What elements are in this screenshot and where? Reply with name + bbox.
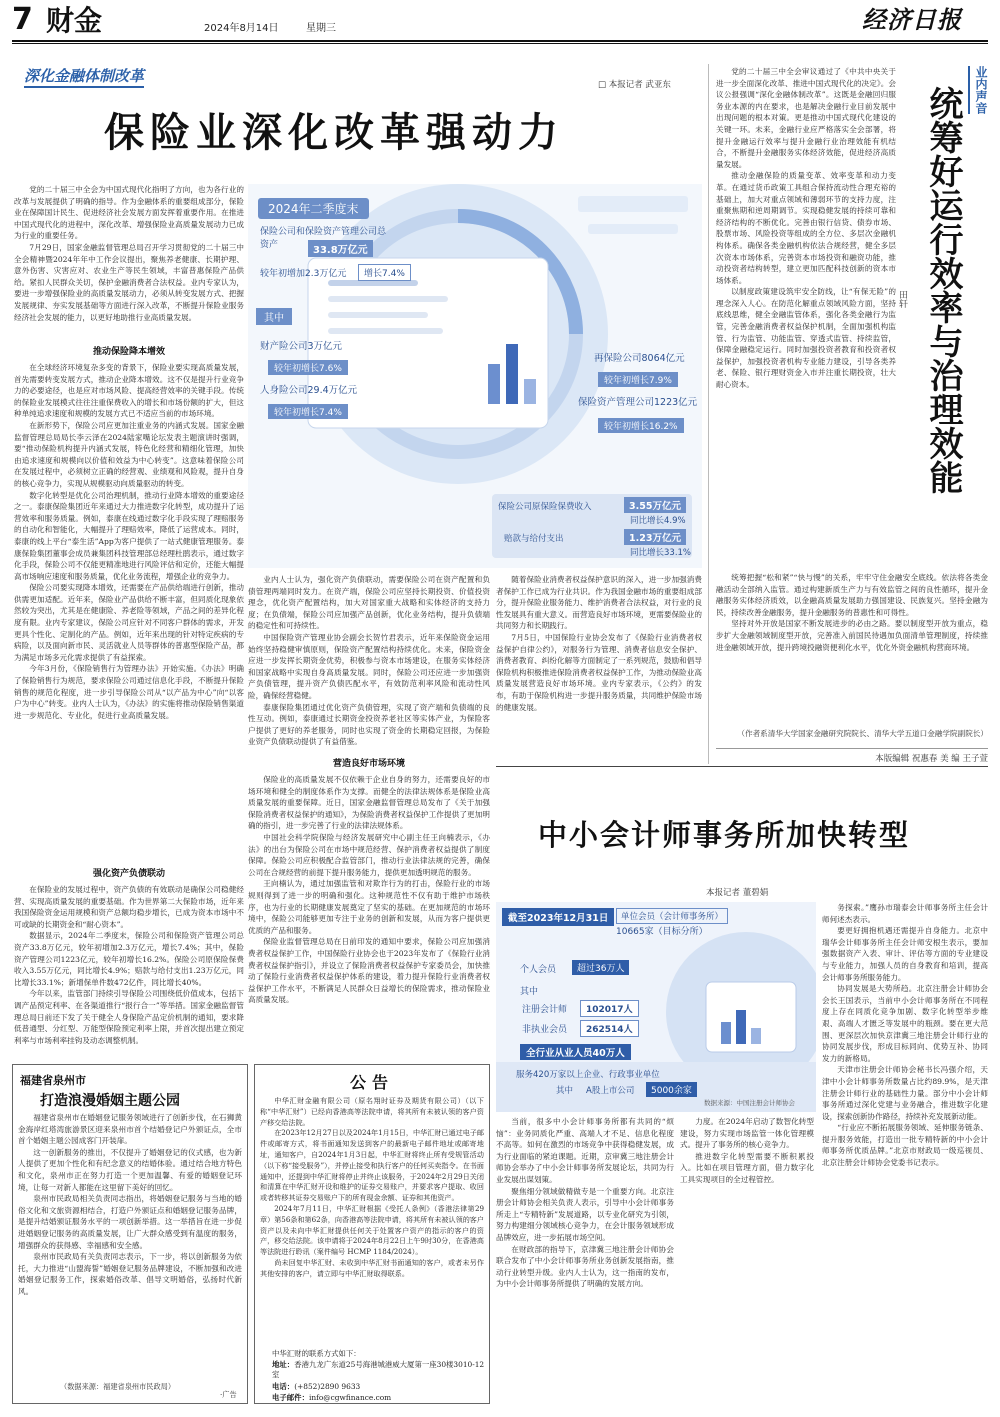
lead-subhead-1: 推动保险降本增效	[92, 347, 165, 357]
total-assets-label: 保险公司和保险资产管理公司总资产	[260, 227, 387, 250]
ad-source: （数据来源：福建省泉州市民政局）	[60, 1382, 176, 1391]
lead-col1-tail: 在保险业的发展过程中，资产负债的有效联动是确保公司稳健经营、实现高质量发展的重要基础。作为世界第二大保险市场，近年来我国保险资金运用规模和资产总额均稳步增长，已成为资本市场中不可或缺的长期资金和“耐心资本”。 数据显示，2024年二季度末，保险公司和保险资产管理公司总资产33.8万亿元，较年初增加2.3万亿元，增长7.4%；其中，保险资产管理公司1223亿元，较年初增长16.2%。保险公司原保险保费收入3.55万亿元，同比增长4.9%；赔款与给付支出1.23万亿元，同比增长33.1%；新增保单件数472亿件，同比增长40%。 今年以来，监管部门持续引导保险公司围绕低价值成本，包括下调产品预定利率、在各渠道推行“报行合一”等举措。国家金融监督管理总局日前还下发了关于健全人身保险产品定价机制的通知，要求降低普通型、分红型、万能型保险预定利率上限，并首次提出建立预定利率与市场利率挂钩及动态调整机制。	[14, 885, 244, 1045]
lead-col1-body: 在全球经济环境复杂多变的背景下，保险业要实现高质量发展，首先需要转变发展方式，推动企业降本增效。这不仅是提升行业竞争力的必要途径，也是应对市场风险、提高经营效率的关键手段。传统的保险业发展模式往往注重保费收入的增长和市场份额的扩大，但这种单纯追求速度和规模的发展方式已不适应当前的市场环境。 在新形势下，保险公司应更加注重业务的内涵式发展。国家金融监督管理总局局长李云泽在2024陆家嘴论坛发表主题演讲时强调，要“推动保险机构提升内涵式发展，特色化经营和精细化管理，加快由追求速度和规模向以价值和效益为中心转变”。这意味着保险公司在发展过程中，必须树立正确的经营观、业绩观和风险观，提升自身的核心竞争力，实现从规模驱动向质量驱动的转变。 数字化转型是优化公司治理机制，推动行业降本增效的重要途径之一。泰康保险集团近年来通过大力推进数字化转型，成功提升了运营效率和服务质量。例如，泰康在线通过数字化手段实现了理赔服务的自动化和智能化，大幅提升了理赔效率，降低了运营成本。同时，泰康的线上平台“泰生活”App为客户提供了一站式健康管理服务。泰康保险集团董事会成员兼集团科技管理部总经理杜鹃表示，通过数字化手段，保险公司不仅能更精准地进行风险评估和定价，还能大幅提高市场响应速度和服务质量，优化业务流程，增强企业的竞争力。 保险公司要实现降本增效，还需要在产品供给端进行创新，推动供需更加适配。近年来，保险业产品供给不断丰富，但同质化现象依然较为突出，尤其是在健康险、养老险等领域，产品之间的差异化程度有限。业内专家建议，保险公司应针对不同客户群体的需求，开发更具个性化、定制化的产品。例如，近年来出现的针对特定疾病的专病险，以及面向新市民、灵活就业人员等群体的普惠型保险产品，都为满足市场多元化需求提供了有益探索。 今年3月份，《保险销售行为管理办法》开始实施。《办法》明确了保险销售行为规范，要求保险公司通过信息化手段，不断提升保险销售的规范化程度，进一步引导保险公司从“以产品为中心”向“以客户为中心”转变。业内人士认为，《办法》的实施将推动保险销售渠道进一步规范化、专业化，促进行业高质量发展。	[14, 363, 244, 720]
total-assets-value: 33.8万亿元	[308, 240, 373, 257]
service-label: 服务420万家以上企业、行政事业单位	[516, 1070, 660, 1080]
column-body-top: 党的二十届三中全会审议通过了《中共中央关于进一步全面深化改革、推进中国式现代化的决定》。会议公报强调“深化金融体制改革”。这既是金融回归服务业本源的内在要求，也是解决金融行业目前发展中出现问题的根本对策。更是推动中国式现代化建设的关键一环。未来，金融行业应严格落实全会部署，将提升金融运行效率与提升金融行业治理效能有机结合，不断提升金融服务实体经济效能，促进经济高质量发展。 推动金融保险的质量变革、效率变革和动力变革。在通过货币政策工具组合保持流动性合理充裕的基础上，加大对重点领域和薄弱环节的支持力度，注重聚焦期和逆周期调节。实现稳健发展的持续可靠和经济结构的不断优化。完善由银行信贷、债券市场、股票市场、风险投资等组成的全方位、多层次金融机构体系。确保各类金融机构依法合规经营，健全多层次资本市场体系，完善资本市场投资和融资功能，推动投资者结构转型，建立更加匹配科技创新的资本市场体系。 以制度政策建设筑牢安全防线，让“有保无险”的理念深入人心。在防范化解重点领域风险方面，坚持底线思维，健全金融监管体系，强化各类金融行为监管，完善金融消费者权益保护机制，全面加强机构监管、行为监管、功能监管、穿透式监管、持续监管，保障金融稳定运行。同时加强投资者教育和投资者权益保护，加强投资者机构专业能力建设，引导各类养老、保险、银行理财资金入市并注重长期投资，壮大耐心资本。	[716, 67, 896, 390]
email-value[interactable]: info@cgwfinance.com	[308, 1393, 392, 1402]
notice-phone	[272, 1381, 360, 1392]
address-value: 香港九龙广东道25号海港城港威大厦第一座30楼3010-12室	[272, 1360, 485, 1379]
lead-col3-body: 随着保险业消费者权益保护意识的深入，进一步加强消费者保护工作已成为行业共识。作为我国金融市场的重要组成部分，提升保险业服务能力、维护消费者合法权益，对行业的良性发展具有重大意义。而营造良好市场环境，更需要保险业的共同努力和长期践行。 7月5日，中国保险行业协会发布了《保险行业消费者权益保护自律公约》，对服务行为管理、消费者信息安全保护、消费者教育、纠纷化解等方面制定了一系列规范，鼓励和倡导保险机构积极推进保险消费者权益保护工作，为推动保险业高质量发展营造良好市场环境。业内专家表示，《公约》的发布，有助于保险机构进一步提升服务质量，共同维护保险市场的健康发展。	[496, 575, 702, 712]
address-label: 地址：	[272, 1360, 295, 1369]
masthead-rule-thin	[12, 43, 988, 44]
service-sub: 其中	[556, 1086, 574, 1096]
phone-value: (+852)2890 9633	[294, 1382, 361, 1391]
life-growth: 较年初增长7.4%	[268, 404, 348, 419]
quarter-badge: 2024年二季度末	[258, 198, 369, 219]
column-title: 统筹好运行效率与治理效能	[923, 86, 963, 494]
cpa-label: 注册会计师	[522, 1005, 568, 1015]
premium-growth: 同比增长4.9%	[630, 516, 686, 526]
property-growth: 较年初增长7.6%	[268, 360, 348, 375]
column-author: 田轩	[897, 290, 907, 308]
property-label: 财产险公司3万亿元	[260, 341, 343, 352]
column-tag: 深化金融体制改革	[24, 66, 144, 88]
reins-growth: 较年初增长7.9%	[598, 372, 678, 387]
claims-label: 赔款与给付支出	[504, 534, 564, 544]
reins-label: 再保险公司8064亿元	[594, 353, 685, 364]
page-number: 7	[12, 2, 33, 37]
premium-label: 保险公司原保险保费收入	[498, 502, 592, 512]
cpa-infographic	[496, 902, 816, 1112]
growth-amount: 较年初增加2.3万亿元	[260, 269, 347, 279]
page-editors: 本版编辑 祝惠春 美 编 王子萱	[875, 754, 988, 764]
column-body-bottom: 统筹把握“松和紧”“快与慢”的关系，牢牢守住金融安全底线。依法将各类金融活动全部纳入监管。通过构建新质生产力与有效监管之间的良性循环，提升金融服务实体经济质效，以金融高质量发展助力强国建设、民族复兴。坚持金融为民，持续改善金融服务，提升金融服务的普惠性和可得性。 坚持对外开放是国家不断发展进步的必由之路。要以制度型开放为重点，稳步扩大金融领域制度型开放，完善准入前国民待遇加负面清单管理制度，持续推进金融领域开放，提升跨境投融资便利化水平，优化外资金融机构营商环境。	[716, 573, 988, 652]
ipo-value: 5000余家	[646, 1082, 697, 1097]
lead-subhead-2: 强化资产负债联动	[92, 869, 165, 879]
lead-col2-body: 业内人士认为，强化资产负债联动，需要保险公司在资产配置和负债管理两端同时发力。在资产端，保险公司应坚持长期投资、价值投资理念，优化资产配置结构，加大对国家重大战略和实体经济的支持力度；在负债端，保险公司应加强产品创新，优化业务结构，提升负债端的稳定性和可持续性。 中国保险资产管理业协会副会长贺竹君表示，近年来保险资金运用始终坚持稳健审慎原则，保险资产配置结构持续优化。未来，保险资金应进一步发挥长期资金优势，积极参与资本市场建设，在服务实体经济和国家战略中实现自身高质量发展。同时，保险公司还应进一步加强资产负债管理，提升资产负债匹配水平，有效防范利率风险和流动性风险，确保经营稳健。 泰康保险集团通过优化资产负债管理，实现了资产端和负债端的良性互动。例如，泰康通过长期资金投资养老社区等实体产业，为保险客户提供了更好的养老服务，同时也实现了资金的长期稳定回报，为保险业资产负债联动提供了有益借鉴。	[248, 575, 490, 747]
section-name: 财金	[46, 4, 103, 37]
staff-label: 全行业从业人员40万人	[520, 1044, 631, 1060]
cpa-among: 其中	[520, 987, 539, 997]
ad-place: 福建省泉州市	[20, 1074, 86, 1087]
noncpa-value: 262514人	[580, 1020, 639, 1037]
second-col-c: 务探索。”鹰孙市瑞泰会计师事务所主任会计师何述杰表示。 要更好拥抱机遇还需提升自身能力。北京中瑞华会计师事务所主任会计师安根生表示，要加强数据资产入表、审计、评估等方面的专业建设与专业能力，加强人员的自身教育和培训，提高会计师事务所服务能力。 协同发展是大势所趋。北京注册会计师协会会长王国表示，当前中小会计师事务所在不同程度上存在同质化竞争加剧、数字化转型举步维艰、高端人才匮乏等发展中的瓶颈。要在更大范围、更深层次加快京津冀三地注册会计师行业的协同发展步伐，形成目标同向、优势互补、协同发力的新格局。 天津市注册会计师协会秘书长冯强介绍，天津中小会计师事务所数量占比约89.9%，是天津注册会计师行业的基础性力量。部分中小会计师事务所通过深化党建与业务融合，推进数字化建设，探索创新协作路径，持续补充发展新动能。 “行业应不断拓展服务领域、延伸服务链条、提升服务效能，打造出一批专精特新的中小会计师事务所优质品牌。”北京市财政局一级巡视员、北京注册会计师协会党委书记表示。	[822, 903, 988, 1168]
premium-value: 3.55万亿元	[624, 497, 686, 513]
notice-body: 中华汇财金融有限公司（原名翔时证券及期货有限公司）（以下称“中华汇财”）已经向香港高等法院申请，将其所有未被认领的客户资产移交给法院。 在2023年12月27日以及2024年1月15日，中华汇财已通过电子邮件或邮寄方式，将书面通知发送到客户的最新电子邮件地址或邮寄地址，通知客户，自2024年1月3日起，中华汇财将终止所有受规管活动（以下称“接受服务”），并停止接受和执行客户的任何买卖指令。在书面通知中，还提到中华汇财将停止并终止该服务，于2024年2月29日关闭和清算在中华汇财开设和维护的证券交易账户，并要求客户提取、收回或者转移其证券交易账户下的所有现金余额、证券和其他资产。 2024年7月11日，中华汇财根据《受托人条例》（香港法律第29章）第56条和第62条，向香港高等法院申请，将其所有未被认领的客户资产以及未向中华汇财提供任何关于处置客户资产的指示的客户的资产，移交给法院。该申请将于2024年8月22日上午9时30分，在香港高等法院进行聆讯（案件编号 HCMP 1184/2024）。 尚未回复中华汇财、未收到中华汇财书面通知的客户，或者未另作其他安排的客户，请立即与中华汇财取得联系。	[260, 1096, 484, 1278]
notice-title: 公告	[349, 1073, 394, 1092]
lead-subhead-3: 营造良好市场环境	[332, 759, 405, 769]
second-title: 中小会计师事务所加快转型	[538, 818, 911, 852]
members-label: 单位会员（会计师事务所）	[616, 908, 728, 924]
second-col-b: 力度。在2024年启动了数智化转型建设，努力实现市场监管一体化管理模式。提升了事务所的核心竞争力。 推进数字化转型需要不断积累投入。比如在项目管理方面，借力数字化工具实现项目的全过程管控。	[680, 1117, 814, 1184]
second-col-a: 当前，很多中小会计师事务所都有共同的“烦恼”：业务同质化严重、高端人才不足、信息化程度不高等。如何在激烈的市场竞争中获得稳健发展，成为行业面临的紧迫课题。近期，京审冀三地注册会计师协会举办了中小会计师事务所发展论坛，共同为行业发展出谋划策。 聚焦细分领域做精做专是一个重要方向。北京注册会计师协会相关负责人表示，引导中小会计师事务所走上“专精特新”发展道路，以专业化研究为引领，努力构建细分领域核心竞争力，在会计服务领域形成品牌效应，进一步拓展市场空间。 在财政部的指导下，京津冀三地注册会计师协会联合发布了中小会计师事务所业务创新发展指南，推动行业转型升级。业内人士认为，这一指南的发布，为中小会计师事务所提供了明确的发展方向。	[496, 1117, 674, 1289]
ipo-label: A股上市公司	[586, 1086, 635, 1096]
email-label: 电子邮件：	[272, 1393, 309, 1402]
cpa-date-badge: 截至2023年12月31日	[502, 908, 614, 926]
paper-logo: 经济日报	[862, 5, 962, 34]
lead-column-divider	[708, 64, 709, 764]
notice-address	[272, 1360, 486, 1380]
second-byline: 本报记者 董碧娟	[706, 888, 769, 898]
cpa-value: 102017人	[580, 1000, 639, 1017]
life-label: 人身险公司29.4万亿元	[260, 385, 358, 396]
am-growth: 较年初增长16.2%	[598, 418, 684, 433]
lead-title: 保险业深化改革强动力	[104, 110, 564, 156]
section-rule	[496, 766, 988, 767]
persons-value: 超过36万人	[572, 960, 629, 975]
editor-rule	[716, 748, 988, 749]
notice-contact-head: 中华汇财的联系方式如下：	[272, 1349, 361, 1358]
claims-growth: 同比增长33.1%	[630, 548, 692, 558]
insurance-infographic	[248, 184, 702, 568]
lead-byline: □ 本报记者 武亚东	[598, 80, 671, 90]
column-tag-box: 业内声音	[968, 66, 988, 114]
phone-label: 电话：	[272, 1382, 295, 1391]
notice-email	[272, 1392, 391, 1403]
persons-label: 个人会员	[520, 965, 557, 975]
issue-weekday: 星期三	[306, 23, 336, 34]
ad-mark: ·广告	[220, 1390, 237, 1399]
issue-date: 2024年8月14日	[204, 23, 279, 34]
ad-title: 打造浪漫婚姻主题公园	[40, 1093, 180, 1109]
am-label: 保险资产管理公司1223亿元	[578, 397, 698, 408]
column-author-note: （作者系清华大学国家金融研究院院长、清华大学五道口金融学院副院长）	[737, 729, 988, 738]
among-label: 其中	[256, 308, 292, 325]
masthead-rule	[12, 40, 988, 42]
lead-col1-intro: 党的二十届三中全会为中国式现代化指明了方向，也为各行业的改革与发展提供了明确的指导。作为金融体系的重要组成部分，保险业在保障国计民生、促进经济社会发展方面发挥着重要作用。在推进中国式现代化的进程中，深化改革、增强保险业高质量发展动力已成为行业的重要任务。 7月29日，国家金融监督管理总局召开学习贯彻党的二十届三中全会精神暨2024年年中工作会议提出，聚焦养老健康、长期护理、意外伤害、灾害应对、农业生产等民生领域，丰富普惠保险产品供给。紧扣人民群众关切，保护金融消费者合法权益。业内专家认为，要进一步增强保险业的高质量发展动力，必须从转变发展方式、把握发展规律、夯实发展基础等方面进行深入改革，不断提升保险业服务经济社会发展的能力，以更好地助推行业高质量发展。	[14, 185, 244, 322]
growth-rate: 增长7.4%	[358, 264, 411, 281]
claims-value: 1.23万亿元	[624, 529, 686, 545]
members-value: 10665家（目标分所）	[616, 927, 708, 937]
ad-body: 福建省泉州市在婚姻登记服务领域进行了创新步伐，在石狮黄金海岸红塔湾旅游景区迎来泉州市首个结婚登记户外颁证点，全市首个婚姻主题公园成客门开装扉。 这一创新服务的推出，不仅提升了婚姻登记的仪式感，也为新人提供了更加个性化和有纪念意义的结婚体验。通过结合地方特色和文化，泉州市正在努力打造一个更加温馨、有爱的婚姻登记环境，让每一对新人都能在这里留下美好的回忆。 泉州市民政局相关负责同志指出，将婚姻登记服务与当地的婚俗文化和文旅资源相结合，打造户外颁证点和婚姻登记服务品牌，是提升结婚颁证服务水平的一项创新举措。这一举措旨在进一步促进婚姻登记服务的高质量发展，让广大群众感受到有温度的服务，增强群众的获得感、幸福感和安全感。 泉州市民政局有关负责同志表示，下一步，将以创新服务为依托，大力推进“山盟海誓”婚姻登记服务品牌建设，不断加强和改进婚姻登记服务工作，探索婚俗改革、倡导文明婚俗，弘扬时代新风。	[18, 1113, 242, 1296]
masthead	[0, 0, 1000, 44]
noncpa-label: 非执业会员	[522, 1025, 568, 1035]
lead-col2-tail: 保险业的高质量发展不仅依赖于企业自身的努力，还需要良好的市场环境和健全的制度体系作为支撑。而健全的法律法规体系是保险业高质量发展的重要保障。近日，国家金融监督管理总局发布了《关于加强保险消费者权益保护的通知》，为保险消费者权益保护工作提供了更加明确的指引，进一步完善了行业的法律法规体系。 中国社会科学院保险与经济发展研究中心副主任王向楠表示，《办法》的出台为保险公司在市场中规范经营、保护消费者权益提供了制度保障。保险公司应积极配合监管部门，推动行业法律法规的完善，确保公司在合规经营的前提下提升服务能力，提供更加透明规范的服务。 王向楠认为，通过加强监管和对欺诈行为的打击，保险行业的市场规则得到了进一步的明确和强化。这种规范性不仅有助于维护市场秩序，也为行业的长期健康发展奠定了坚实的基础。在更加规范的市场环境中，保险公司能够更加专注于业务的创新和发展，从而为客户提供更优质的产品和服务。 保险业监督管理总局在日前印发的通知中要求，保险公司应加强消费者权益保护工作，中国保险行业协会也于2023年发布了《保险行业消费者权益保护指引》，并设立了保险消费者权益保护专家委员会，加快推动了保险行业消费者权益保护体系的建设，着力提升保险行业消费者权益保护工作水平，不断满足人民群众日益增长的保险需求，推动保险业高质量发展。	[248, 775, 490, 1005]
cpa-source: 数据来源：中国注册会计师协会	[704, 1099, 795, 1107]
